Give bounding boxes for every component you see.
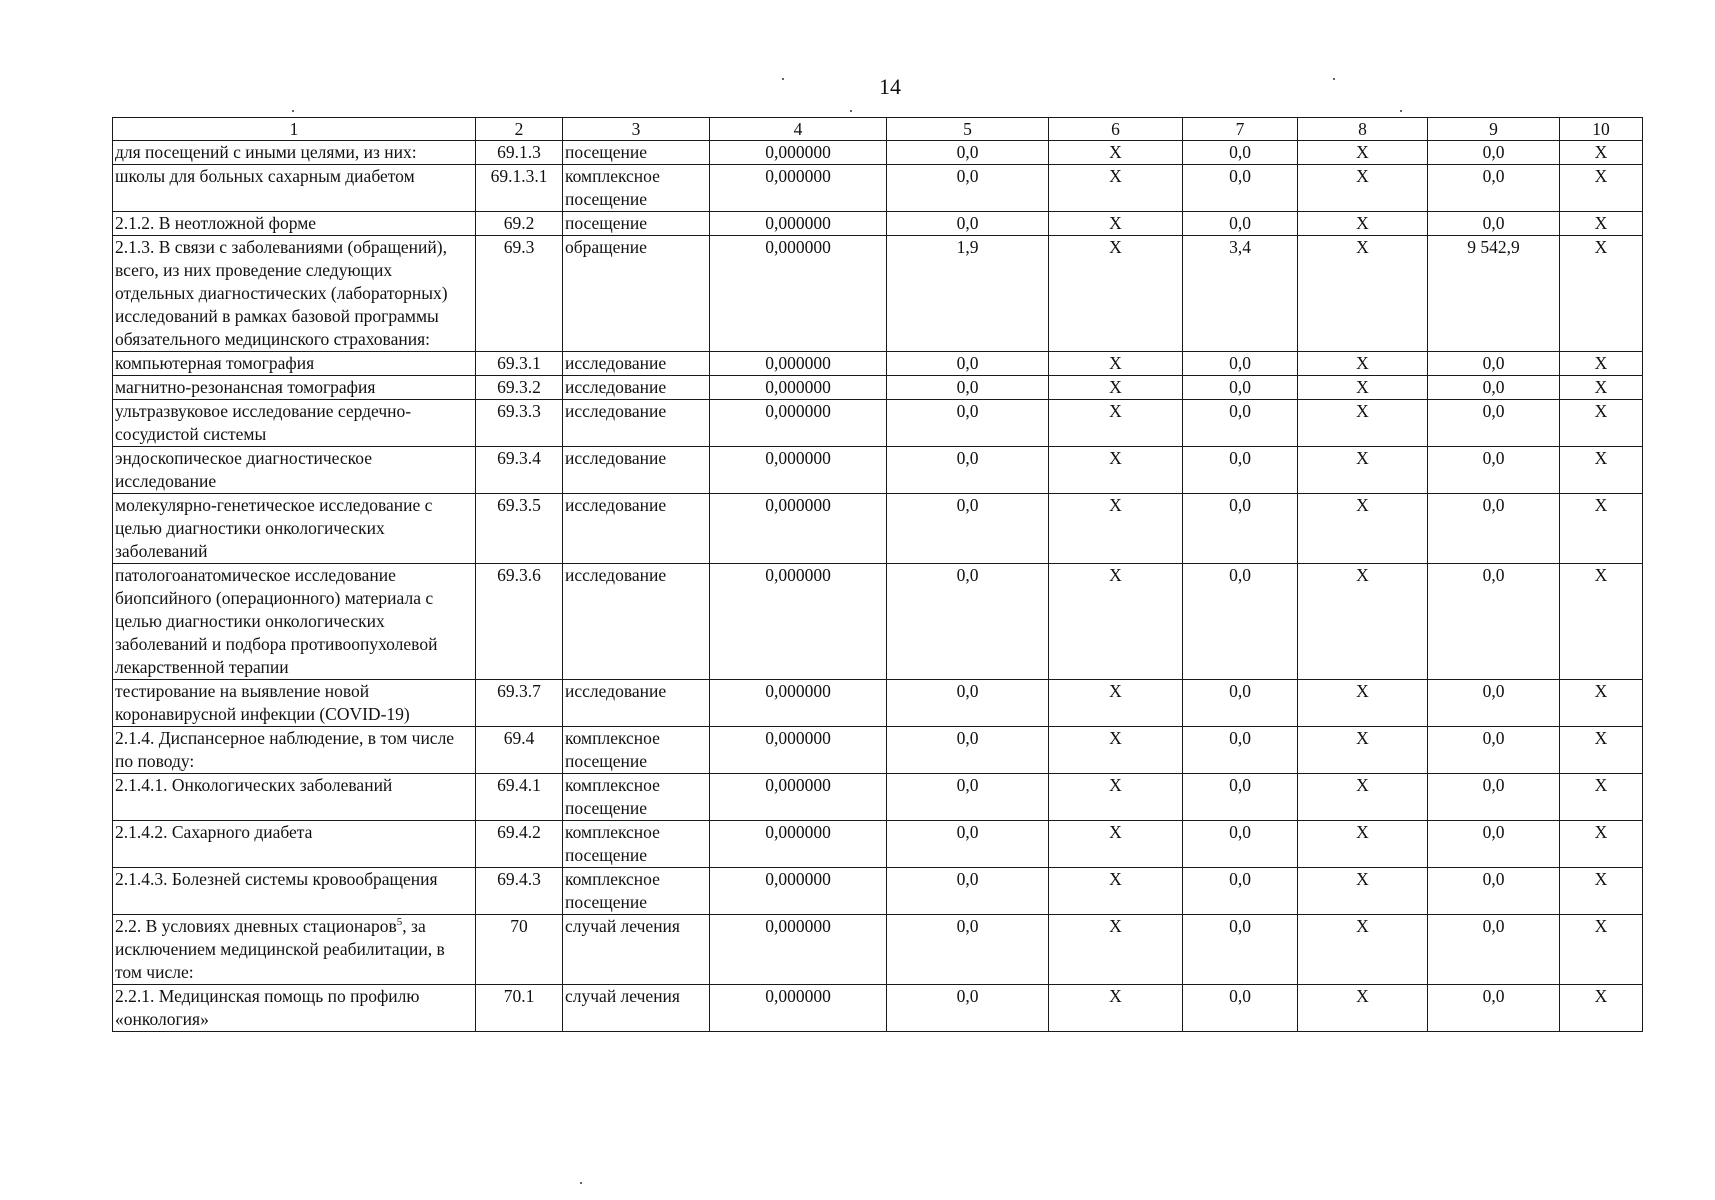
row-name-text: ультразвуковое исследование сердечно-сосудистой системы [115, 401, 412, 444]
row-unit: комплексное посещение [563, 821, 710, 868]
row-name-text: 2.1.4.2. Сахарного диабета [115, 822, 313, 842]
row-code: 69.4.1 [476, 774, 563, 821]
page-number: 14 [879, 74, 901, 99]
cell-c10: Х [1560, 352, 1643, 376]
row-unit: комплексное посещение [563, 165, 710, 212]
row-name-text: молекулярно-генетическое исследование с целью диагностики онкологических заболеваний [115, 495, 433, 561]
cell-c10: Х [1560, 447, 1643, 494]
row-code: 70 [476, 915, 563, 985]
cell-c6: Х [1049, 376, 1183, 400]
cell-c5: 0,0 [887, 352, 1049, 376]
cell-c4: 0,000000 [710, 915, 887, 985]
cell-c6: Х [1049, 727, 1183, 774]
table-row [113, 680, 1643, 727]
row-code: 69.3.2 [476, 376, 563, 400]
scan-speck [782, 78, 784, 80]
cell-c10: Х [1560, 165, 1643, 212]
cell-c6: Х [1049, 868, 1183, 915]
cell-c5: 0,0 [887, 165, 1049, 212]
cell-c6: Х [1049, 774, 1183, 821]
cell-c8: Х [1298, 236, 1428, 352]
row-name-text: эндоскопическое диагностическое исследование [115, 448, 372, 491]
cell-c7: 0,0 [1183, 727, 1298, 774]
row-code: 69.3.6 [476, 564, 563, 680]
table-body [113, 118, 1643, 1032]
cell-c9: 0,0 [1428, 727, 1560, 774]
table-row [113, 447, 1643, 494]
table-row [113, 868, 1643, 915]
cell-c5: 0,0 [887, 447, 1049, 494]
row-name [113, 821, 476, 868]
cell-c5: 0,0 [887, 141, 1049, 165]
row-unit: комплексное посещение [563, 774, 710, 821]
table-row [113, 165, 1643, 212]
row-name-text: 2.1.4. Диспансерное наблюдение, в том числе по поводу: [115, 728, 455, 771]
row-unit: исследование [563, 447, 710, 494]
row-code: 69.1.3 [476, 141, 563, 165]
cell-c7: 0,0 [1183, 915, 1298, 985]
row-name-text: магнитно-резонансная томография [115, 377, 376, 397]
cell-c6: Х [1049, 352, 1183, 376]
cell-c7: 0,0 [1183, 564, 1298, 680]
cell-c5: 0,0 [887, 494, 1049, 564]
cell-c10: Х [1560, 212, 1643, 236]
cell-c4: 0,000000 [710, 376, 887, 400]
row-name [113, 212, 476, 236]
cell-c8: Х [1298, 868, 1428, 915]
row-name-text: 2.1.4.1. Онкологических заболеваний [115, 775, 393, 795]
cell-c7: 3,4 [1183, 236, 1298, 352]
cell-c7: 0,0 [1183, 141, 1298, 165]
row-unit: исследование [563, 680, 710, 727]
cell-c4: 0,000000 [710, 821, 887, 868]
cell-c6: Х [1049, 447, 1183, 494]
cell-c10: Х [1560, 494, 1643, 564]
cell-c8: Х [1298, 447, 1428, 494]
cell-c5: 0,0 [887, 564, 1049, 680]
row-code: 69.3.4 [476, 447, 563, 494]
cell-c4: 0,000000 [710, 165, 887, 212]
row-name-text: для посещений с иными целями, из них: [115, 142, 417, 162]
cell-c4: 0,000000 [710, 727, 887, 774]
cell-c5: 0,0 [887, 212, 1049, 236]
column-header: 6 [1049, 118, 1183, 141]
table-row [113, 985, 1643, 1032]
cell-c6: Х [1049, 985, 1183, 1032]
cell-c4: 0,000000 [710, 868, 887, 915]
cell-c9: 0,0 [1428, 680, 1560, 727]
cell-c10: Х [1560, 774, 1643, 821]
cell-c10: Х [1560, 236, 1643, 352]
row-code: 69.3.3 [476, 400, 563, 447]
column-header: 7 [1183, 118, 1298, 141]
row-name [113, 352, 476, 376]
cell-c9: 0,0 [1428, 400, 1560, 447]
row-code: 70.1 [476, 985, 563, 1032]
cell-c7: 0,0 [1183, 376, 1298, 400]
row-name [113, 400, 476, 447]
cell-c10: Х [1560, 821, 1643, 868]
cell-c9: 0,0 [1428, 212, 1560, 236]
cell-c5: 0,0 [887, 868, 1049, 915]
cell-c4: 0,000000 [710, 212, 887, 236]
cell-c6: Х [1049, 212, 1183, 236]
column-header: 3 [563, 118, 710, 141]
cell-c4: 0,000000 [710, 447, 887, 494]
cell-c4: 0,000000 [710, 400, 887, 447]
cell-c5: 0,0 [887, 774, 1049, 821]
cell-c5: 0,0 [887, 915, 1049, 985]
cell-c9: 0,0 [1428, 774, 1560, 821]
cell-c8: Х [1298, 212, 1428, 236]
row-name-text: 2.1.4.3. Болезней системы кровообращения [115, 869, 438, 889]
table-row [113, 141, 1643, 165]
cell-c8: Х [1298, 494, 1428, 564]
cell-c10: Х [1560, 400, 1643, 447]
cell-c7: 0,0 [1183, 165, 1298, 212]
cell-c5: 0,0 [887, 985, 1049, 1032]
cell-c4: 0,000000 [710, 680, 887, 727]
row-name-text: 2.2.1. Медицинская помощь по профилю «онкология» [115, 986, 420, 1029]
cell-c7: 0,0 [1183, 868, 1298, 915]
row-code: 69.4 [476, 727, 563, 774]
table-row [113, 212, 1643, 236]
table-row [113, 821, 1643, 868]
cell-c7: 0,0 [1183, 985, 1298, 1032]
cell-c8: Х [1298, 141, 1428, 165]
row-code: 69.3 [476, 236, 563, 352]
row-code: 69.3.7 [476, 680, 563, 727]
table-row [113, 564, 1643, 680]
scan-speck [292, 110, 294, 112]
table-row [113, 236, 1643, 352]
cell-c10: Х [1560, 564, 1643, 680]
cell-c5: 1,9 [887, 236, 1049, 352]
row-code: 69.3.1 [476, 352, 563, 376]
row-name [113, 774, 476, 821]
cell-c6: Х [1049, 236, 1183, 352]
cell-c6: Х [1049, 400, 1183, 447]
row-name-text: школы для больных сахарным диабетом [115, 166, 415, 186]
row-name [113, 680, 476, 727]
cell-c10: Х [1560, 868, 1643, 915]
cell-c7: 0,0 [1183, 821, 1298, 868]
cell-c10: Х [1560, 376, 1643, 400]
cell-c7: 0,0 [1183, 774, 1298, 821]
row-unit: обращение [563, 236, 710, 352]
row-name [113, 447, 476, 494]
cell-c7: 0,0 [1183, 680, 1298, 727]
row-name-text: 2.1.2. В неотложной форме [115, 213, 317, 233]
row-name [113, 727, 476, 774]
column-header: 1 [113, 118, 476, 141]
cell-c10: Х [1560, 985, 1643, 1032]
table-row [113, 915, 1643, 985]
row-name [113, 236, 476, 352]
cell-c10: Х [1560, 727, 1643, 774]
footnote-marker: 5 [396, 916, 403, 929]
row-name-text: 2.1.3. В связи с заболеваниями (обращений), всего, из них проведение следующих отдельных диагностических (лабораторных) исследований в рамках базовой программы обязательного медицинского страхования: [115, 237, 448, 349]
cell-c4: 0,000000 [710, 564, 887, 680]
row-unit: исследование [563, 564, 710, 680]
data-table [112, 117, 1643, 1032]
cell-c4: 0,000000 [710, 236, 887, 352]
cell-c8: Х [1298, 985, 1428, 1032]
cell-c5: 0,0 [887, 400, 1049, 447]
cell-c6: Х [1049, 680, 1183, 727]
cell-c10: Х [1560, 680, 1643, 727]
row-name-text: тестирование на выявление новой коронавирусной инфекции (COVID-19) [115, 681, 410, 724]
row-name [113, 868, 476, 915]
column-header: 4 [710, 118, 887, 141]
row-name-text: 2.2. В условиях дневных стационаров [115, 916, 397, 936]
cell-c9: 0,0 [1428, 821, 1560, 868]
row-unit: комплексное посещение [563, 868, 710, 915]
cell-c5: 0,0 [887, 821, 1049, 868]
cell-c9: 0,0 [1428, 985, 1560, 1032]
cell-c7: 0,0 [1183, 400, 1298, 447]
cell-c8: Х [1298, 821, 1428, 868]
row-code: 69.3.5 [476, 494, 563, 564]
cell-c9: 0,0 [1428, 447, 1560, 494]
row-unit: посещение [563, 212, 710, 236]
cell-c9: 0,0 [1428, 915, 1560, 985]
table-row [113, 376, 1643, 400]
column-header: 5 [887, 118, 1049, 141]
row-code: 69.2 [476, 212, 563, 236]
scan-speck [850, 110, 852, 112]
column-header: 9 [1428, 118, 1560, 141]
row-unit: случай лечения [563, 985, 710, 1032]
cell-c9: 0,0 [1428, 868, 1560, 915]
cell-c9: 9 542,9 [1428, 236, 1560, 352]
row-name [113, 494, 476, 564]
table-row [113, 727, 1643, 774]
column-header: 8 [1298, 118, 1428, 141]
cell-c6: Х [1049, 564, 1183, 680]
cell-c9: 0,0 [1428, 376, 1560, 400]
cell-c4: 0,000000 [710, 774, 887, 821]
cell-c8: Х [1298, 680, 1428, 727]
cell-c6: Х [1049, 915, 1183, 985]
cell-c8: Х [1298, 727, 1428, 774]
row-unit: исследование [563, 352, 710, 376]
cell-c10: Х [1560, 141, 1643, 165]
cell-c8: Х [1298, 376, 1428, 400]
row-code: 69.4.3 [476, 868, 563, 915]
header-row [113, 118, 1643, 141]
row-code: 69.1.3.1 [476, 165, 563, 212]
column-header: 10 [1560, 118, 1643, 141]
cell-c4: 0,000000 [710, 985, 887, 1032]
cell-c9: 0,0 [1428, 352, 1560, 376]
row-name [113, 141, 476, 165]
row-code: 69.4.2 [476, 821, 563, 868]
table-row [113, 774, 1643, 821]
row-unit: исследование [563, 494, 710, 564]
row-name-text: патологоанатомическое исследование биопсийного (операционного) материала с целью диагностики онкологических заболеваний и подбора противоопухолевой лекарственной терапии [115, 565, 438, 677]
column-header: 2 [476, 118, 563, 141]
cell-c6: Х [1049, 165, 1183, 212]
cell-c5: 0,0 [887, 680, 1049, 727]
cell-c8: Х [1298, 400, 1428, 447]
row-name [113, 376, 476, 400]
row-name-text: компьютерная томография [115, 353, 315, 373]
scan-speck [1400, 110, 1402, 112]
row-name [113, 165, 476, 212]
cell-c8: Х [1298, 774, 1428, 821]
cell-c10: Х [1560, 915, 1643, 985]
table-row [113, 352, 1643, 376]
cell-c9: 0,0 [1428, 494, 1560, 564]
row-name [113, 564, 476, 680]
cell-c5: 0,0 [887, 376, 1049, 400]
cell-c9: 0,0 [1428, 564, 1560, 680]
cell-c6: Х [1049, 821, 1183, 868]
cell-c7: 0,0 [1183, 447, 1298, 494]
cell-c7: 0,0 [1183, 212, 1298, 236]
row-unit: исследование [563, 400, 710, 447]
cell-c6: Х [1049, 141, 1183, 165]
cell-c4: 0,000000 [710, 141, 887, 165]
row-name [113, 985, 476, 1032]
cell-c4: 0,000000 [710, 494, 887, 564]
table-row [113, 494, 1643, 564]
row-name-continuation: , за исключением медицинской реабилитации, в том числе: [115, 916, 445, 982]
scan-speck [1333, 78, 1335, 80]
row-unit: исследование [563, 376, 710, 400]
row-unit: посещение [563, 141, 710, 165]
cell-c4: 0,000000 [710, 352, 887, 376]
row-name [113, 915, 476, 985]
cell-c8: Х [1298, 564, 1428, 680]
cell-c7: 0,0 [1183, 494, 1298, 564]
scan-speck [580, 1182, 582, 1184]
cell-c6: Х [1049, 494, 1183, 564]
table-row [113, 400, 1643, 447]
cell-c8: Х [1298, 915, 1428, 985]
cell-c5: 0,0 [887, 727, 1049, 774]
cell-c7: 0,0 [1183, 352, 1298, 376]
cell-c9: 0,0 [1428, 165, 1560, 212]
row-unit: комплексное посещение [563, 727, 710, 774]
cell-c8: Х [1298, 352, 1428, 376]
cell-c8: Х [1298, 165, 1428, 212]
cell-c9: 0,0 [1428, 141, 1560, 165]
row-unit: случай лечения [563, 915, 710, 985]
